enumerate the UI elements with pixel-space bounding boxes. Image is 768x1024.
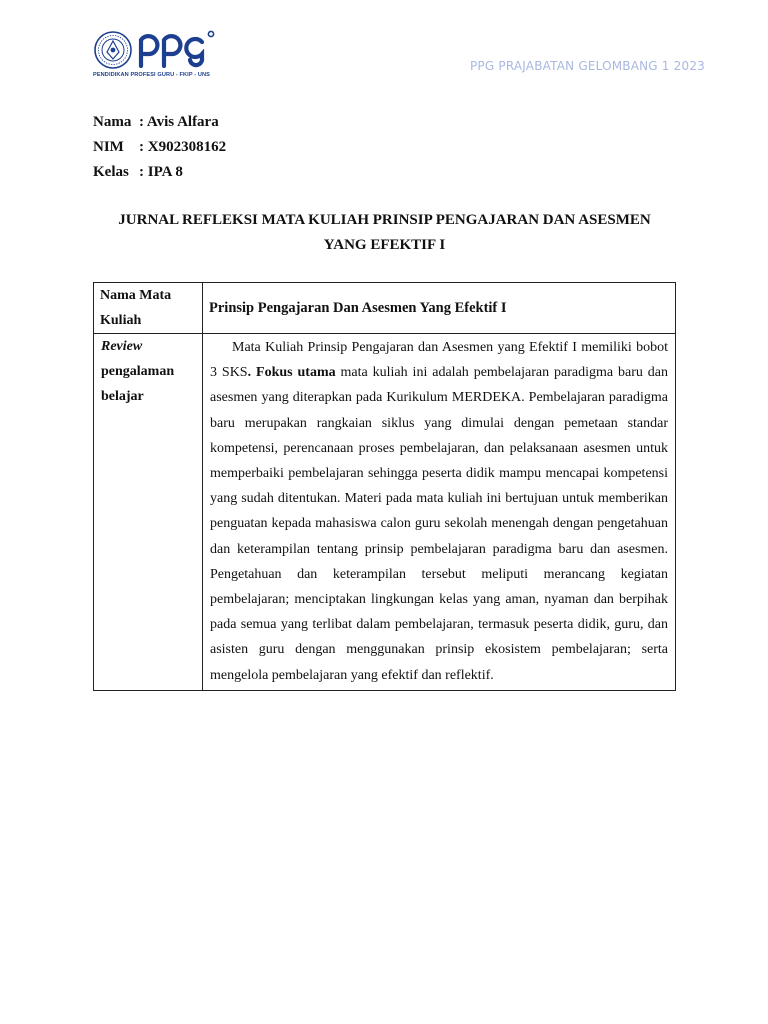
title-line-1: JURNAL REFLEKSI MATA KULIAH PRINSIP PENGAJARAN DAN ASESMEN bbox=[118, 212, 651, 228]
ppg-logo bbox=[93, 28, 218, 82]
body-text-1: Mata Kuliah Prinsip Pengajaran dan Asesmen yang Efektif I memiliki bobot 3 SKS bbox=[210, 340, 668, 381]
kelas-value: : IPA 8 bbox=[139, 164, 183, 180]
course-name-value: Prinsip Pengajaran Dan Asesmen Yang Efektif I bbox=[203, 283, 676, 334]
document-title bbox=[93, 208, 676, 258]
nim-label: NIM bbox=[93, 139, 124, 155]
review-italic: Review bbox=[101, 339, 143, 354]
ppg-wordmark-icon bbox=[137, 28, 219, 68]
course-name-label: Nama Mata Kuliah bbox=[94, 283, 203, 334]
university-seal-icon bbox=[93, 30, 133, 70]
nim-value: : X902308162 bbox=[139, 139, 227, 155]
kelas-row bbox=[93, 160, 226, 185]
reflection-table bbox=[93, 282, 676, 691]
body-text-2: mata kuliah ini adalah pembelajaran paradigma baru dan asesmen yang diterapkan pada Kurikulum MERDEKA. Pembelajaran paradigma baru merupakan rangkaian siklus yang dimulai dengan pemetaan standar kompetensi, perencanaan proses pembelajaran, dan pelaksanaan asesmen untuk memperbaiki pembelajaran sehingga peserta didik mampu mencapai kompetensi yang sudah ditentukan. Materi pada mata kuliah ini bertujuan untuk memberikan penguatan kepada mahasiswa calon guru sekolah menengah dengan pengetahuan dan keterampilan tentang prinsip pembelajaran paradigma baru dan asesmen. Pengetahuan dan keterampilan tersebut meliputi merancang kegiatan pembelajaran; menciptakan lingkungan kelas yang aman, nyaman dan berpihak pada semua yang terlibat dalam pembelajaran, termasuk peserta didik, guru, dan asisten guru dengan menggunakan prinsip ekosistem pembelajaran; serta mengelola pembelajaran yang efektif dan reflektif. bbox=[210, 365, 669, 683]
nama-label: Nama bbox=[93, 114, 132, 130]
nama-row bbox=[93, 110, 226, 135]
program-label: PPG PRAJABATAN GELOMBANG 1 2023 bbox=[470, 59, 705, 73]
table-row bbox=[94, 334, 676, 691]
logo-subtitle: PENDIDIKAN PROFESI GURU - FKIP - UNS bbox=[93, 72, 210, 78]
body-bold: . Fokus utama bbox=[247, 365, 336, 381]
review-body bbox=[203, 334, 676, 691]
student-identity bbox=[93, 110, 226, 185]
review-rest: pengalaman belajar bbox=[101, 364, 175, 405]
nim-row bbox=[93, 135, 226, 160]
review-label bbox=[94, 334, 203, 691]
kelas-label: Kelas bbox=[93, 164, 129, 180]
title-line-2: YANG EFEKTIF I bbox=[323, 237, 446, 253]
table-header-row bbox=[94, 283, 676, 334]
nama-value: : Avis Alfara bbox=[139, 114, 219, 130]
